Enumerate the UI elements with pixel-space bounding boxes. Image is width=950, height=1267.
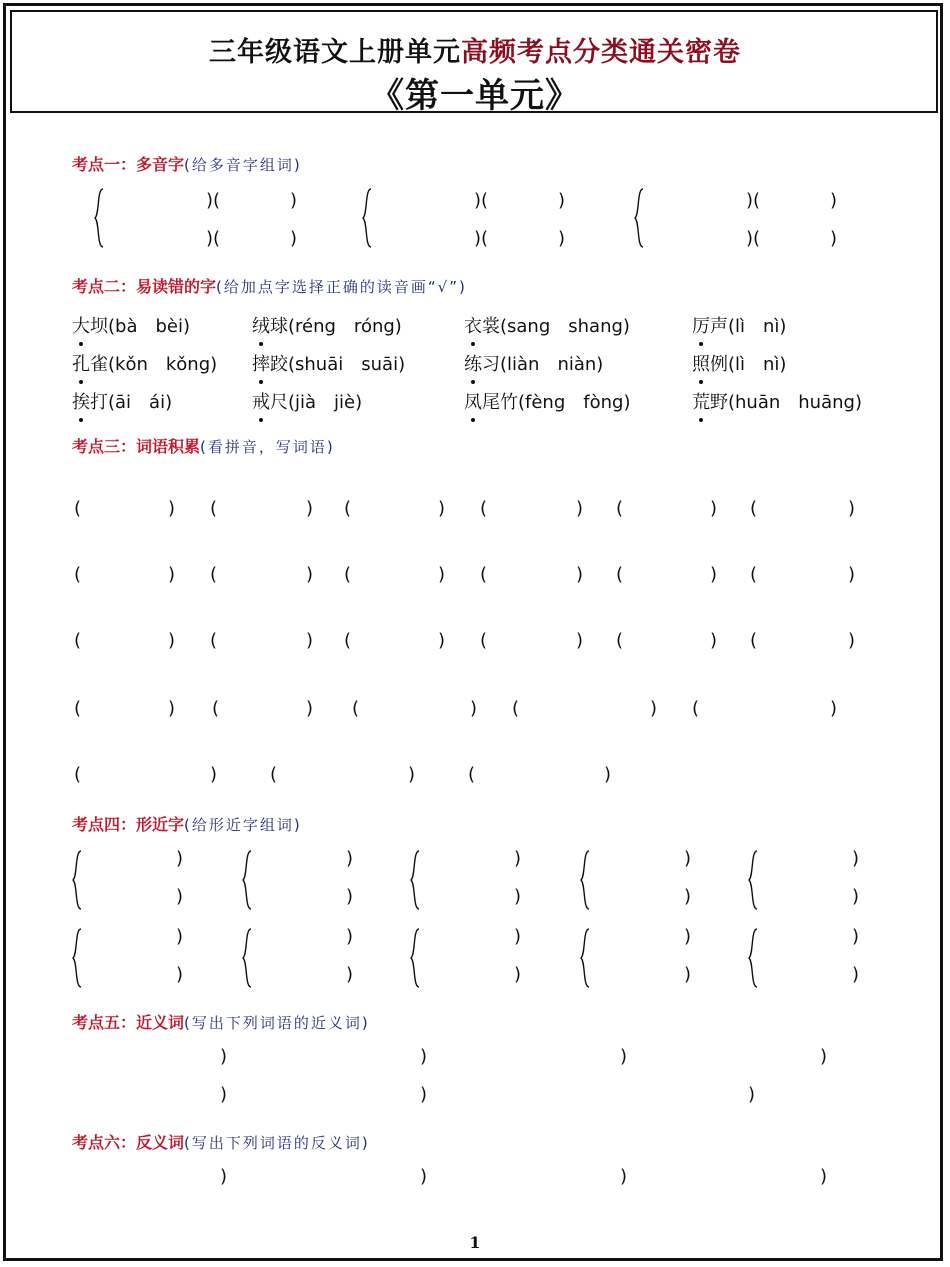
paren-close: ) <box>176 886 184 907</box>
answer-paren-close: ) <box>710 498 718 519</box>
paren-close: ) <box>820 1046 828 1067</box>
dotted-char: 衣 <box>464 312 482 338</box>
answer-paren-open: ( <box>74 498 82 519</box>
dotted-char: 照 <box>692 350 710 376</box>
paren-close: )( <box>206 228 221 249</box>
answer-paren-close: ) <box>210 764 218 785</box>
paren-close: ) <box>420 1166 428 1187</box>
paren-close: ) <box>852 926 860 947</box>
paren-close: ) <box>830 228 838 249</box>
paren-close: ) <box>558 228 566 249</box>
brace-icon <box>242 928 252 988</box>
dot-char: 坝 <box>90 316 108 337</box>
paren-close: ) <box>852 964 860 985</box>
pronunciation-item <box>692 350 786 376</box>
brace-icon <box>410 928 420 988</box>
section-1-heading: 考点一：多音字(给多音字组词) <box>72 155 302 174</box>
answer-paren-open: ( <box>344 564 352 585</box>
paren-close: ) <box>290 190 298 211</box>
answer-paren-close: ) <box>848 564 856 585</box>
reading-options: 雀(kǒn kǒng) <box>90 354 218 375</box>
answer-paren-close: ) <box>604 764 612 785</box>
dotted-char: 练 <box>464 350 482 376</box>
dotted-char: 绒 <box>252 312 270 338</box>
dotted-char: 厉 <box>692 312 710 338</box>
answer-paren-close: ) <box>650 698 658 719</box>
paren-close: )( <box>474 190 489 211</box>
section-5-heading: 考点五：近义词(写出下列词语的近义词) <box>72 1013 370 1032</box>
answer-paren-open: ( <box>512 698 520 719</box>
pronunciation-item <box>464 350 603 376</box>
answer-paren-close: ) <box>438 564 446 585</box>
answer-paren-close: ) <box>848 498 856 519</box>
answer-paren-close: ) <box>470 698 478 719</box>
paren-close: ) <box>830 190 838 211</box>
answer-paren-close: ) <box>306 564 314 585</box>
pronunciation-item <box>72 350 217 376</box>
answer-paren-open: ( <box>74 564 82 585</box>
reading-options: 声(lì nì) <box>710 316 787 337</box>
paren-close: ) <box>620 1046 628 1067</box>
paren-close: ) <box>820 1166 828 1187</box>
answer-paren-open: ( <box>352 698 360 719</box>
dotted-char: 凤 <box>464 388 482 414</box>
brace-icon <box>580 850 590 910</box>
brace-icon <box>634 188 644 248</box>
section-4-heading: 考点四：形近字(给形近字组词) <box>72 815 302 834</box>
dotted-char: 荒 <box>692 388 710 414</box>
dotted-char: 孔 <box>72 350 90 376</box>
brace-icon <box>72 928 82 988</box>
reading-options: (bà bèi) <box>108 316 191 337</box>
answer-paren-open: ( <box>480 498 488 519</box>
answer-paren-close: ) <box>306 498 314 519</box>
pronunciation-item <box>72 312 190 338</box>
answer-paren-open: ( <box>616 498 624 519</box>
answer-paren-open: ( <box>344 498 352 519</box>
brace-icon <box>748 928 758 988</box>
reading-options: 球(réng róng) <box>270 316 402 337</box>
answer-paren-close: ) <box>306 630 314 651</box>
answer-paren-open: ( <box>616 630 624 651</box>
paren-close: ) <box>684 886 692 907</box>
brace-icon <box>410 850 420 910</box>
answer-paren-close: ) <box>168 564 176 585</box>
paren-close: ) <box>852 886 860 907</box>
paren-close: ) <box>558 190 566 211</box>
paren-close: ) <box>176 964 184 985</box>
brace-icon <box>748 850 758 910</box>
paren-close: ) <box>420 1046 428 1067</box>
answer-paren-open: ( <box>210 498 218 519</box>
paren-close: )( <box>206 190 221 211</box>
paren-close: ) <box>684 964 692 985</box>
dotted-char: 戒 <box>252 388 270 414</box>
dotted-char: 大 <box>72 312 90 338</box>
paren-close: ) <box>346 848 354 869</box>
paren-close: ) <box>684 848 692 869</box>
reading-options: 野(huān huāng) <box>710 392 862 413</box>
answer-paren-open: ( <box>750 564 758 585</box>
page-number: 1 <box>469 1233 481 1252</box>
answer-paren-close: ) <box>168 630 176 651</box>
paren-close: ) <box>176 926 184 947</box>
answer-paren-close: ) <box>306 698 314 719</box>
unit-title: 《第一单元》 <box>370 76 580 116</box>
answer-paren-close: ) <box>168 498 176 519</box>
dotted-char: 摔 <box>252 350 270 376</box>
paren-close: ) <box>514 926 522 947</box>
paren-close: ) <box>220 1084 228 1105</box>
page-title: 三年级语文上册单元高频考点分类通关密卷 <box>209 37 741 68</box>
section-2-heading: 考点二：易读错的字(给加点字选择正确的读音画“√”) <box>72 277 467 296</box>
pronunciation-item <box>692 312 786 338</box>
answer-paren-close: ) <box>576 498 584 519</box>
answer-paren-close: ) <box>576 564 584 585</box>
paren-close: )( <box>746 190 761 211</box>
answer-paren-open: ( <box>270 764 278 785</box>
page-border <box>3 3 943 1261</box>
brace-icon <box>72 850 82 910</box>
pronunciation-item <box>464 388 630 414</box>
paren-close: ) <box>220 1046 228 1067</box>
pronunciation-item <box>692 388 862 414</box>
answer-paren-open: ( <box>480 564 488 585</box>
brace-icon <box>580 928 590 988</box>
answer-paren-open: ( <box>210 630 218 651</box>
reading-options: 跤(shuāi suāi) <box>270 354 406 375</box>
paren-close: ) <box>514 848 522 869</box>
dotted-char: 挨 <box>72 388 90 414</box>
answer-paren-open: ( <box>210 564 218 585</box>
paren-close: ) <box>346 964 354 985</box>
answer-paren-close: ) <box>576 630 584 651</box>
answer-paren-close: ) <box>830 698 838 719</box>
paren-close: ) <box>420 1084 428 1105</box>
reading-options: 裳(sang shang) <box>482 316 630 337</box>
answer-paren-open: ( <box>750 630 758 651</box>
paren-close: ) <box>290 228 298 249</box>
answer-paren-close: ) <box>438 498 446 519</box>
paren-close: ) <box>514 886 522 907</box>
pronunciation-item <box>252 350 405 376</box>
answer-paren-close: ) <box>168 698 176 719</box>
paren-close: ) <box>220 1166 228 1187</box>
answer-paren-open: ( <box>74 764 82 785</box>
answer-paren-open: ( <box>480 630 488 651</box>
answer-paren-open: ( <box>692 698 700 719</box>
paren-close: ) <box>514 964 522 985</box>
reading-options: 尺(jià jiè) <box>270 392 363 413</box>
brace-icon <box>362 188 372 248</box>
paren-close: ) <box>346 886 354 907</box>
reading-options: 例(lì nì) <box>710 354 787 375</box>
paren-close: )( <box>746 228 761 249</box>
answer-paren-open: ( <box>750 498 758 519</box>
pronunciation-item <box>252 312 402 338</box>
paren-close: ) <box>748 1084 756 1105</box>
answer-paren-open: ( <box>74 698 82 719</box>
answer-paren-close: ) <box>848 630 856 651</box>
brace-icon <box>94 188 104 248</box>
answer-paren-close: ) <box>710 564 718 585</box>
answer-paren-open: ( <box>74 630 82 651</box>
paren-close: ) <box>346 926 354 947</box>
paren-close: )( <box>474 228 489 249</box>
answer-paren-open: ( <box>616 564 624 585</box>
answer-paren-open: ( <box>212 698 220 719</box>
answer-paren-close: ) <box>438 630 446 651</box>
answer-paren-close: ) <box>710 630 718 651</box>
reading-options: 习(liàn niàn) <box>482 354 604 375</box>
section-3-heading: 考点三：词语积累(看拼音，写词语) <box>72 437 335 456</box>
reading-options: 尾竹(fèng fòng) <box>482 392 631 413</box>
answer-paren-close: ) <box>408 764 416 785</box>
answer-paren-open: ( <box>344 630 352 651</box>
brace-icon <box>242 850 252 910</box>
reading-options: 打(āi ái) <box>90 392 173 413</box>
pronunciation-item <box>72 388 172 414</box>
paren-close: ) <box>176 848 184 869</box>
pronunciation-item <box>252 388 362 414</box>
paren-close: ) <box>684 926 692 947</box>
section-6-heading: 考点六：反义词(写出下列词语的反义词) <box>72 1133 370 1152</box>
answer-paren-open: ( <box>468 764 476 785</box>
paren-close: ) <box>620 1166 628 1187</box>
paren-close: ) <box>852 848 860 869</box>
pronunciation-item <box>464 312 630 338</box>
